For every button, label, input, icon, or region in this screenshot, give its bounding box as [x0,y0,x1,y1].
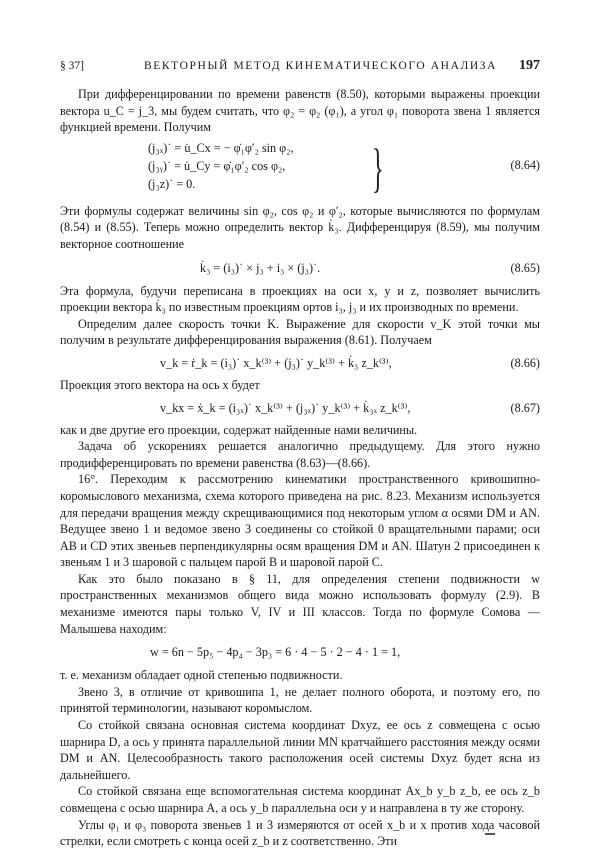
paragraph-6: как и две другие его проекции, содержат найденные нами величины. [60,422,418,437]
running-header [60,58,540,76]
paragraph-9: Как это было показано в § 11, для определения степени подвижности w пространственных механизмов общего вида можно использовать формулу (2.9). В механизме имеются пары только V, IV и III классов. Тогда по формуле Сомова — Малышева находим: [60,571,540,636]
paragraph-12: Со стойкой связана основная система координат Dxyz, ее ось z совмещена с осью шарнира D, а ось y принята параллельной линии MN кратчайшего расстояния между осями DM и AN. Целесообразность такого расположения осей системы Dxyz будет ясна из дальнейшего. [60,718,540,782]
paragraph-4: Определим далее скорость точки K. Выражение для скорости v_K этой точки мы получим в результате дифференцирования выражения (8.61). Получаем [60,316,540,348]
paragraph-13: Со стойкой связана еще вспомогательная система координат Ax_b y_b z_b, ее ось z_b совмещена с осью шарнира A, а ось y_b параллельна оси y и направлена в ту же сторону. [60,784,540,815]
eq-8-64-line-3: (j₃z)˙ = 0. [148,176,196,191]
page-number: 197 [519,58,540,73]
paragraph-5: Проекция этого вектора на ось x будет [60,377,260,392]
paragraph-3: Эта формула, будучи переписана в проекциях на оси x, y и z, позволяет вычислить проекции вектора k̇₃ по известным проекциям ортов i₃, j₃ и их производных по времени. [60,283,540,315]
print-mark [485,833,495,835]
eq-8-67-formula: v_kx = ẋ_k = (i₃ₓ)˙ x_k⁽³⁾ + (j₃ₓ)˙ y_k⁽³⁾ + k̇₃ₓ z_k⁽³⁾, [160,400,411,415]
eq-number-8-67: (8.67) [510,400,540,415]
paragraph-7: Задача об ускорениях решается аналогично предыдущему. Для этого нужно продифференцировать по времени равенства (8.63)—(8.66). [60,439,540,470]
eq-8-64-line-2: (j₃ᵧ)˙ = u̇_Cy = φ̇₁φ′₂ cos φ₂, [148,158,286,173]
right-brace: } [372,137,384,198]
eq-8-64-line-1: (j₃ₓ)˙ = u̇_Cx = − φ̇₁φ′₂ sin φ₂, [148,140,294,155]
equation-8-67 [60,397,540,419]
paragraph-14: Углы φ₁ и φ₃ поворота звеньев 1 и 3 измеряются от осей x_b и x против хода часовой стрелки, если смотреть с конца осей z_b и z соответственно. Эти [60,817,540,849]
paragraph-11: Звено 3, в отличие от кривошипа 1, не делает полного оборота, и поэтому его, по принятой терминологии, называют коромыслом. [60,684,540,716]
paragraph-2: Эти формулы содержат величины sin φ₂, cos φ₂ и φ′₂, которые вычисляются по формулам (8.54) и (8.55). Теперь можно определить вектор k̇₃. Дифференцируя (8.59), мы получим векторное соотношение [60,203,540,251]
paragraph-8: 16°. Переходим к рассмотрению кинематики пространственного кривошипно-коромыслового механизма, схема которого приведена на рис. 8.23. Механизм используется для передачи вращения между скрещивающимися под некоторым углом α осями DM и AN. Ведущее звено 1 и ведомое звено 3 соединены со стойкой 0 вращательными парами; оси AB и CD этих звеньев перпендикулярны осям вращения DM и AN. Шатун 2 присоединен к звеньям 1 и 3 шаровой с пальцем парой B и шаровой парой C. [60,472,540,570]
running-title: ВЕКТОРНЫЙ МЕТОД КИНЕМАТИЧЕСКОГО АНАЛИЗА [144,60,498,72]
paragraph-10: т. е. механизм обладает одной степенью подвижности. [60,668,343,683]
equation-8-66 [60,352,540,374]
eq-8-66-formula: v_k = ṙ_k = (i₃)˙ x_k⁽³⁾ + (j₃)˙ y_k⁽³⁾ + k̇₃ z_k⁽³⁾, [160,355,392,370]
equation-8-64 [60,139,540,197]
section-mark: § 37] [60,60,84,72]
eq-mobility-formula: w = 6n − 5p₅ − 4p₄ − 3p₃ = 6 · 4 − 5 · 2 − 4 · 1 = 1, [150,645,401,660]
page-body [60,86,540,850]
paragraph-1: При дифференцировании по времени равенств (8.50), которыми выражены проекции вектора u_C = j_3, мы будем считать, что φ₂ = φ₂ (φ₁), а угол φ₁ поворота звена 1 является функцией времени. Получим [60,87,540,135]
eq-8-65-formula: k̇₃ = (i₃)˙ × j₃ + i₃ × (j₃)˙. [200,260,321,275]
equation-8-65 [60,257,540,279]
equation-mobility [60,641,540,663]
eq-number-8-66: (8.66) [510,355,540,370]
eq-number-8-64: (8.64) [510,157,540,172]
eq-number-8-65: (8.65) [510,260,540,275]
